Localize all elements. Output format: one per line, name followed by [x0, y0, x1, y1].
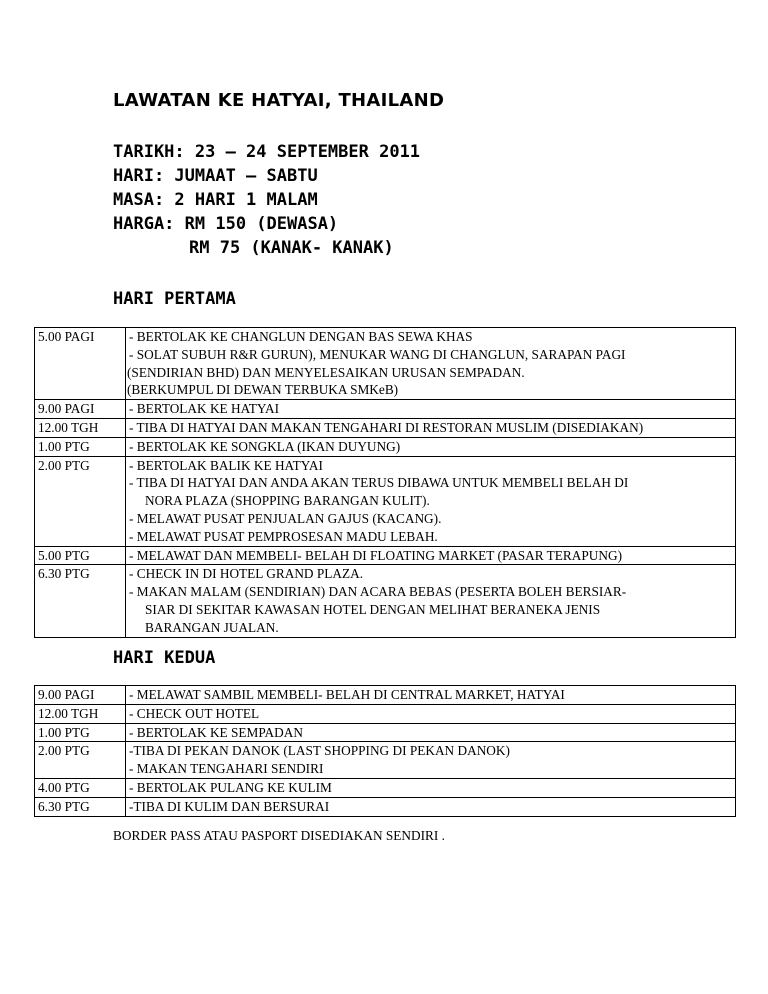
activity-line: - BERTOLAK KE CHANGLUN DENGAN BAS SEWA KHAS [129, 329, 473, 344]
activity-line: - MELAWAT DAN MEMBELI- BELAH DI FLOATING MARKET (PASAR TERAPUNG) [129, 547, 623, 563]
activity-line: - MAKAN MALAM (SENDIRIAN) DAN ACARA BEBAS (PESERTA BOLEH BERSIAR- [129, 584, 627, 600]
schedule-time: 1.00 PTG [35, 437, 126, 456]
schedule-time: 12.00 TGH [35, 704, 126, 723]
activity-line: -TIBA DI KULIM DAN BERSURAI [129, 798, 330, 814]
activity-line: - BERTOLAK KE HATYAI [129, 401, 280, 417]
schedule-row [35, 565, 736, 637]
activity-line: - CHECK IN DI HOTEL GRAND PLAZA. [129, 566, 364, 582]
schedule-row [35, 778, 736, 797]
day2-schedule-table [34, 685, 736, 817]
schedule-time: 5.00 PAGI [35, 328, 126, 400]
schedule-row [35, 456, 736, 546]
activity-line: - SOLAT SUBUH R&R GURUN), MENUKAR WANG DI CHANGLUN, SARAPAN PAGI [129, 346, 626, 362]
day2-heading: HARI KEDUA [113, 648, 216, 668]
schedule-activity [126, 797, 736, 816]
schedule-activity [126, 456, 736, 546]
schedule-row [35, 546, 736, 565]
schedule-row [35, 704, 736, 723]
schedule-activity [126, 418, 736, 437]
activity-line: BARANGAN JUALAN. [145, 619, 279, 635]
schedule-row [35, 437, 736, 456]
trip-price-child: RM 75 (KANAK- KANAK) [189, 238, 394, 258]
schedule-time: 6.30 PTG [35, 565, 126, 637]
schedule-time: 2.00 PTG [35, 742, 126, 779]
activity-line: - BERTOLAK BALIK KE HATYAI [129, 457, 323, 473]
schedule-row [35, 418, 736, 437]
schedule-activity [126, 437, 736, 456]
schedule-activity [126, 704, 736, 723]
activity-line: - CHECK OUT HOTEL [129, 705, 260, 721]
activity-line: - MELAWAT SAMBIL MEMBELI- BELAH DI CENTRAL MARKET, HATYAI [129, 687, 565, 702]
schedule-activity [126, 565, 736, 637]
schedule-row [35, 742, 736, 779]
trip-days: HARI: JUMAAT – SABTU [113, 166, 318, 186]
day2-schedule-body [35, 686, 736, 817]
border-pass-note: BORDER PASS ATAU PASPORT DISEDIAKAN SENDIRI . [113, 828, 445, 843]
schedule-time: 12.00 TGH [35, 418, 126, 437]
day1-schedule-body [35, 328, 736, 638]
activity-line: - TIBA DI HATYAI DAN MAKAN TENGAHARI DI RESTORAN MUSLIM (DISEDIAKAN) [129, 419, 644, 435]
activity-line: - MELAWAT PUSAT PEMPROSESAN MADU LEBAH. [129, 528, 438, 544]
schedule-row [35, 400, 736, 419]
trip-price-adult: HARGA: RM 150 (DEWASA) [113, 214, 339, 234]
activity-line: - MAKAN TENGAHARI SENDIRI [129, 761, 324, 777]
schedule-time: 6.30 PTG [35, 797, 126, 816]
activity-line: (SENDIRIAN BHD) DAN MENYELESAIKAN URUSAN SEMPADAN. [127, 364, 525, 380]
activity-line: - MELAWAT PUSAT PENJUALAN GAJUS (KACANG). [129, 510, 442, 526]
trip-date: TARIKH: 23 – 24 SEPTEMBER 2011 [113, 142, 421, 162]
schedule-activity [126, 778, 736, 797]
schedule-time: 1.00 PTG [35, 723, 126, 742]
day1-heading: HARI PERTAMA [113, 289, 236, 309]
schedule-time: 9.00 PAGI [35, 400, 126, 419]
activity-line: (BERKUMPUL DI DEWAN TERBUKA SMKeB) [127, 382, 399, 398]
schedule-time: 9.00 PAGI [35, 686, 126, 705]
schedule-time: 4.00 PTG [35, 778, 126, 797]
activity-line: - BERTOLAK KE SONGKLA (IKAN DUYUNG) [129, 438, 401, 454]
trip-duration: MASA: 2 HARI 1 MALAM [113, 190, 318, 210]
schedule-activity [126, 546, 736, 565]
schedule-row [35, 797, 736, 816]
document-title: LAWATAN KE HATYAI, THAILAND [113, 90, 445, 111]
schedule-activity [126, 328, 736, 400]
schedule-row [35, 686, 736, 705]
schedule-time: 5.00 PTG [35, 546, 126, 565]
activity-line: -TIBA DI PEKAN DANOK (LAST SHOPPING DI PEKAN DANOK) [129, 743, 510, 759]
schedule-activity [126, 742, 736, 779]
schedule-row [35, 328, 736, 400]
day1-schedule-table [34, 327, 736, 638]
schedule-row [35, 723, 736, 742]
activity-line: NORA PLAZA (SHOPPING BARANGAN KULIT). [145, 493, 430, 509]
schedule-activity [126, 686, 736, 705]
schedule-activity [126, 400, 736, 419]
activity-line: - BERTOLAK KE SEMPADAN [129, 724, 303, 740]
activity-line: SIAR DI SEKITAR KAWASAN HOTEL DENGAN MELIHAT BERANEKA JENIS [145, 601, 601, 617]
activity-line: - TIBA DI HATYAI DAN ANDA AKAN TERUS DIBAWA UNTUK MEMBELI BELAH DI [129, 475, 629, 491]
activity-line: - BERTOLAK PULANG KE KULIM [129, 779, 332, 795]
schedule-activity [126, 723, 736, 742]
schedule-time: 2.00 PTG [35, 456, 126, 546]
